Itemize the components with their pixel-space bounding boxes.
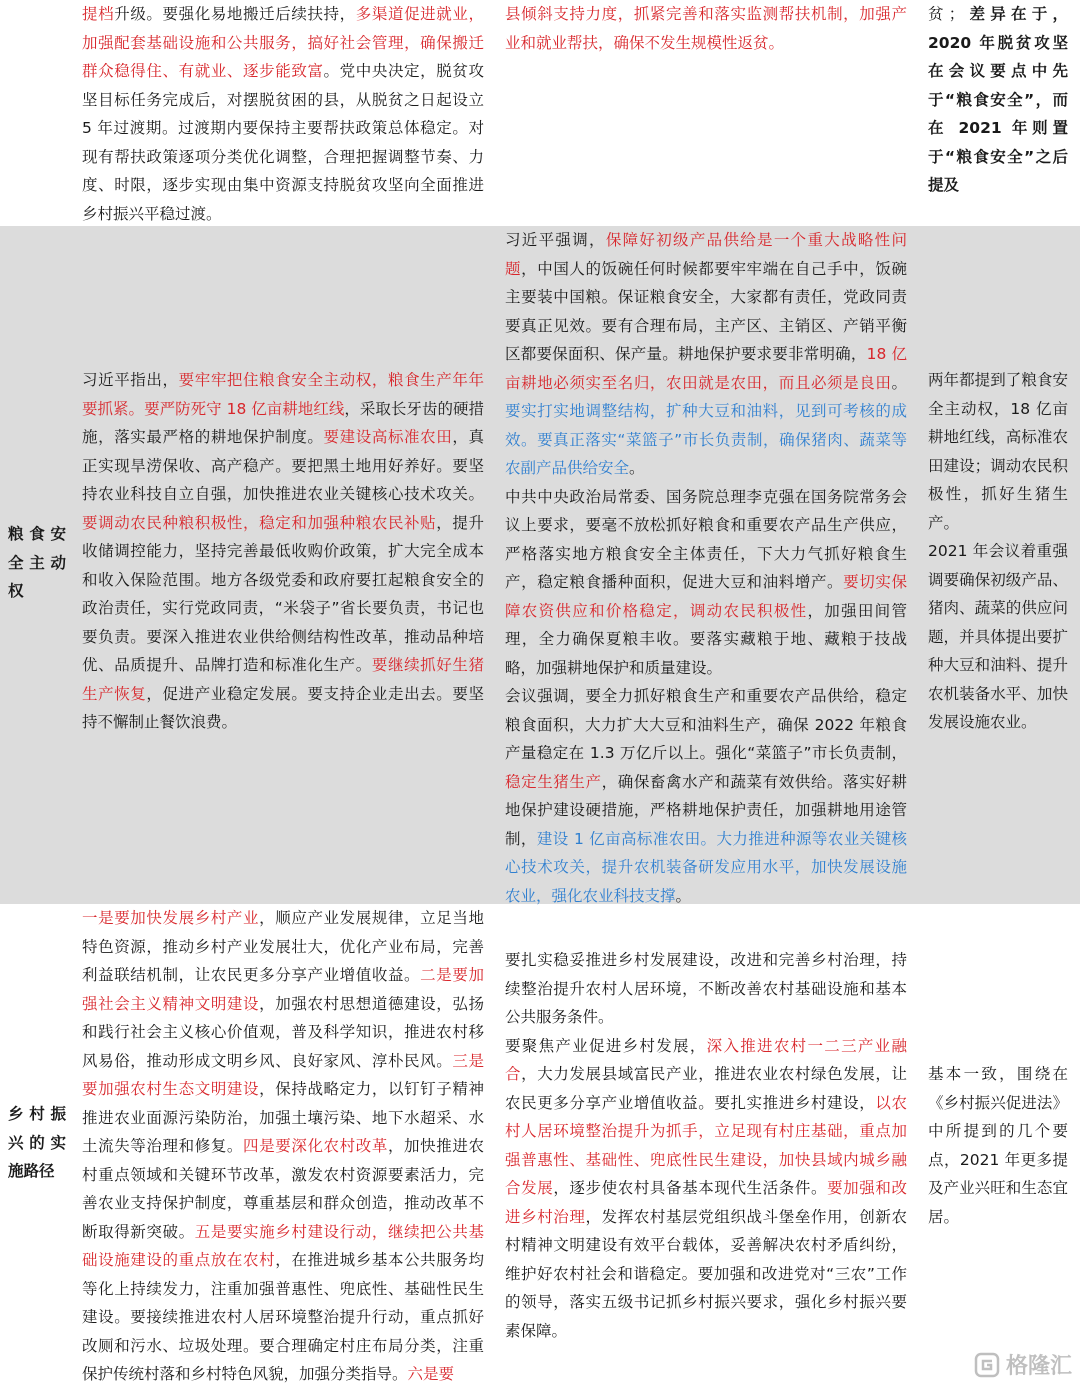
- row3-2020-cell: [82, 904, 484, 1389]
- text-segment: 要切实保障农资供应和价格稳定，调动农民积极性: [505, 573, 907, 620]
- text-segment: ，提升收储调控能力，坚持完善最低收购价政策，扩大完全成本和收入保险范围。地方各级党委和政府要扛起粮食安全的政治责任，实行党政同责，“米袋子”省长要负责，书记也要负责。要深入推进农业供给侧结构性改革，推动品种培优、品质提升、品牌打造和标准化生产。: [82, 513, 484, 674]
- text-segment: ，逐步使农村具备基本现代生活条件。: [553, 1179, 828, 1197]
- text-segment: 三是要加强农村生态文明建设: [82, 1051, 484, 1098]
- text-segment: ，真正实现旱涝保收、高产稳产。要把黑土地用好养好。要坚持农业科技自立自强，加快推进农业关键核心技术攻关。: [82, 428, 484, 503]
- gelonghui-logo-icon: [974, 1352, 1000, 1378]
- text-segment: 要扎实稳妥推进乡村发展建设，改进和完善乡村治理，持续整治提升农村人居环境，不断改善农村基础设施和基本公共服务条件。: [505, 951, 907, 1026]
- text-segment: 保障好初级产品供给是一个重大战略性问题: [505, 231, 907, 278]
- text-segment: 会议强调，要全力抓好粮食生产和重要农产品供给，稳定粮食面积，大力扩大大豆和油料生产，确保 2022 年粮食产量稳定在 1.3 万亿斤以上。强化“菜篮子”市长负责制，: [505, 687, 907, 762]
- text-segment: ，中国人的饭碗任何时候都要牢牢端在自己手中，饭碗主要装中国粮。保证粮食安全，大家都有责任，党政同责要真正见效。要有合理布局，主产区、主销区、产销平衡区都要保面积、保产量。耕地保护要求要非常明确，: [505, 259, 907, 363]
- text-segment: 建设 1 亿亩高标准农田。大力推进种源等农业关键核心技术攻关，提升农机装备研发应用水平，加快发展设施农业，强化农业科技支撑: [505, 829, 907, 905]
- text-segment: ，保持战略定力，以钉钉子精神推进农业面源污染防治，加强土壤污染、地下水超采、水土流失等治理和修复。: [82, 1080, 484, 1155]
- row3-2021-cell: [505, 946, 907, 1345]
- table-row-rural-path: [0, 904, 1080, 1386]
- row1-diff-cell: [928, 0, 1068, 200]
- text-segment: 。: [675, 886, 692, 905]
- text-segment: 要加强和改进乡村治理: [505, 1179, 907, 1226]
- row2-diff-cell: [928, 366, 1068, 737]
- text-segment: 习近平强调，: [505, 231, 606, 249]
- text-segment: 深入推进农村一二三产业融合: [505, 1036, 907, 1083]
- text-segment: 差异在于，2020 年脱贫攻坚在会议要点中先于“粮食安全”，而在 2021 年则置于“粮食安全”之后提及: [928, 5, 1068, 194]
- text-segment: 二是要加强社会主义精神文明建设: [82, 966, 484, 1013]
- text-segment: ，大力发展县域富民产业，推进农业农村绿色发展，让农民更多分享产业增值收益。要扎实推进乡村建设，: [505, 1065, 907, 1112]
- watermark: [974, 1349, 1072, 1380]
- text-segment: 贫；: [928, 5, 965, 23]
- text-segment: 。: [629, 459, 645, 477]
- text-segment: 多渠道促进就业，加强配套基础设施和公共服务，搞好社会管理，确保搬迁群众稳得住、有就业、逐步能致富: [82, 5, 484, 80]
- text-segment: 要实打实地调整结构，扩种大豆和油料，见到可考核的成效。要真正落实“菜篮子”市长负责制，确保猪肉、蔬菜等农副产品供给安全: [505, 402, 907, 477]
- text-segment: ，加强田间管理，全力确保夏粮丰收。要落实藏粮于地、藏粮于技战略，加强耕地保护和质量建设。: [505, 601, 907, 677]
- text-segment: ，促进产业稳定发展。要支持企业走出去。要坚持不懈制止餐饮浪费。: [82, 684, 484, 731]
- text-segment: 两年都提到了粮食安全主动权，18 亿亩耕地红线，高标准农田建设；调动农民积极性，抓好生猪生产。: [928, 371, 1068, 532]
- text-segment: 以农村人居环境整治提升为抓手，立足现有村庄基础，重点加强普惠性、基础性、兜底性民生建设，加快县域内城乡融合发展: [505, 1093, 907, 1197]
- row2-2021-cell: [505, 226, 907, 910]
- text-segment: 要继续抓好生猪生产恢复: [82, 656, 484, 703]
- text-segment: 18 亿亩耕地必须实至名归，农田就是农田，而且必须是良田: [505, 345, 907, 392]
- text-segment: ，在推进城乡基本公共服务均等化上持续发力，注重加强普惠性、兜底性、基础性民生建设。要接续推进农村人居环境整治提升行动，重点抓好改厕和污水、垃圾处理。要合理确定村庄布局分类，注重保护传统村落和乡村特色风貌，加强分类指导。: [82, 1251, 484, 1383]
- text-segment: 要建设高标准农田: [323, 428, 453, 446]
- table-row-grain-security: [0, 226, 1080, 904]
- text-segment: 。: [891, 373, 907, 392]
- text-segment: 要牢牢把住粮食安全主动权，粮食生产年年要抓紧。要严防死守 18 亿亩耕地红线: [82, 371, 484, 418]
- text-segment: ，顺应产业发展规律，立足当地特色资源，推动乡村产业发展壮大，优化产业布局，完善利益联结机制，让农民更多分享产业增值收益。: [82, 909, 484, 984]
- row3-label: 乡村振兴的实施路径: [8, 1105, 66, 1180]
- text-segment: 。党中央决定，脱贫攻坚目标任务完成后，对摆脱贫困的县，从脱贫之日起设立 5 年过渡期。过渡期内要保持主要帮扶政策总体稳定。对现有帮扶政策逐项分类优化调整，合理把握调整节奏、力度、时限，逐步实现由集中资源支持脱贫攻坚向全面推进乡村振兴平稳过渡。: [82, 62, 484, 223]
- text-segment: 基本一致，围绕在《乡村振兴促进法》中所提到的几个要点，2021 年更多提及产业兴旺和生态宜居。: [928, 1065, 1068, 1226]
- text-segment: 一是要加快发展乡村产业: [82, 909, 260, 927]
- text-segment: 中共中央政治局常委、国务院总理李克强在国务院常务会议上要求，要毫不放松抓好粮食和重要农产品生产供应，严格落实地方粮食安全主体责任，下大力气抓好粮食生产，稳定粮食播种面积，促进大豆和油料增产。: [505, 487, 907, 591]
- row1-2020-cell: [82, 0, 484, 228]
- text-segment: ，加强农村思想道德建设，弘扬和践行社会主义核心价值观，普及科学知识，推进农村移风易俗，推动形成文明乡风、良好家风、淳朴民风。: [82, 994, 484, 1070]
- watermark-text: 格隆汇: [1005, 1354, 1072, 1379]
- text-segment: 要聚焦产业促进乡村发展，: [505, 1036, 707, 1055]
- text-segment: ，加快推进农村重点领域和关键环节改革，激发农村资源要素活力，完善农业支持保护制度，尊重基层和群众创造，推动改革不断取得新突破。: [82, 1137, 484, 1241]
- text-segment: ，采取长牙齿的硬措施，落实最严格的耕地保护制度。: [82, 399, 484, 446]
- text-segment: 四是要深化农村改革: [243, 1137, 388, 1155]
- row3-diff-cell: [928, 1060, 1068, 1231]
- text-segment: 稳定生猪生产: [505, 772, 602, 791]
- text-segment: ，确保畜禽水产和蔬菜有效供给。落实好耕地保护建设硬措施，严格耕地保护责任，加强耕地用途管制，: [505, 772, 907, 848]
- text-segment: 提档: [82, 5, 115, 23]
- text-segment: 五是要实施乡村建设行动，继续把公共基础设施建设的重点放在农村: [82, 1222, 484, 1269]
- table-row-poverty: [0, 0, 1080, 226]
- text-segment: 县倾斜支持力度，抓紧完善和落实监测帮扶机制，加强产业和就业帮扶，确保不发生规模性返贫。: [505, 5, 907, 52]
- row2-label: 粮食安全主动权: [8, 525, 66, 600]
- text-segment: 习近平指出，: [82, 371, 179, 389]
- text-segment: ，发挥农村基层党组织战斗堡垒作用，创新农村精神文明建设有效平台载体，妥善解决农村矛盾纠纷，维护好农村社会和谐稳定。要加强和改进党对“三农”工作的领导，落实五级书记抓乡村振兴要求，强化乡村振兴要素保障。: [505, 1207, 907, 1340]
- text-segment: 2021 年会议着重强调要确保初级产品、猪肉、蔬菜的供应问题，并具体提出要扩种大豆和油料、提升农机装备水平、加快发展设施农业。: [928, 542, 1068, 731]
- text-segment: 六是要: [407, 1365, 455, 1383]
- text-segment: 要调动农民种粮积极性，稳定和加强种粮农民补贴: [82, 513, 437, 532]
- row1-2021-cell: [505, 0, 907, 57]
- text-segment: 升级。要强化易地搬迁后续扶持，: [114, 5, 356, 23]
- row2-2020-cell: [82, 366, 484, 737]
